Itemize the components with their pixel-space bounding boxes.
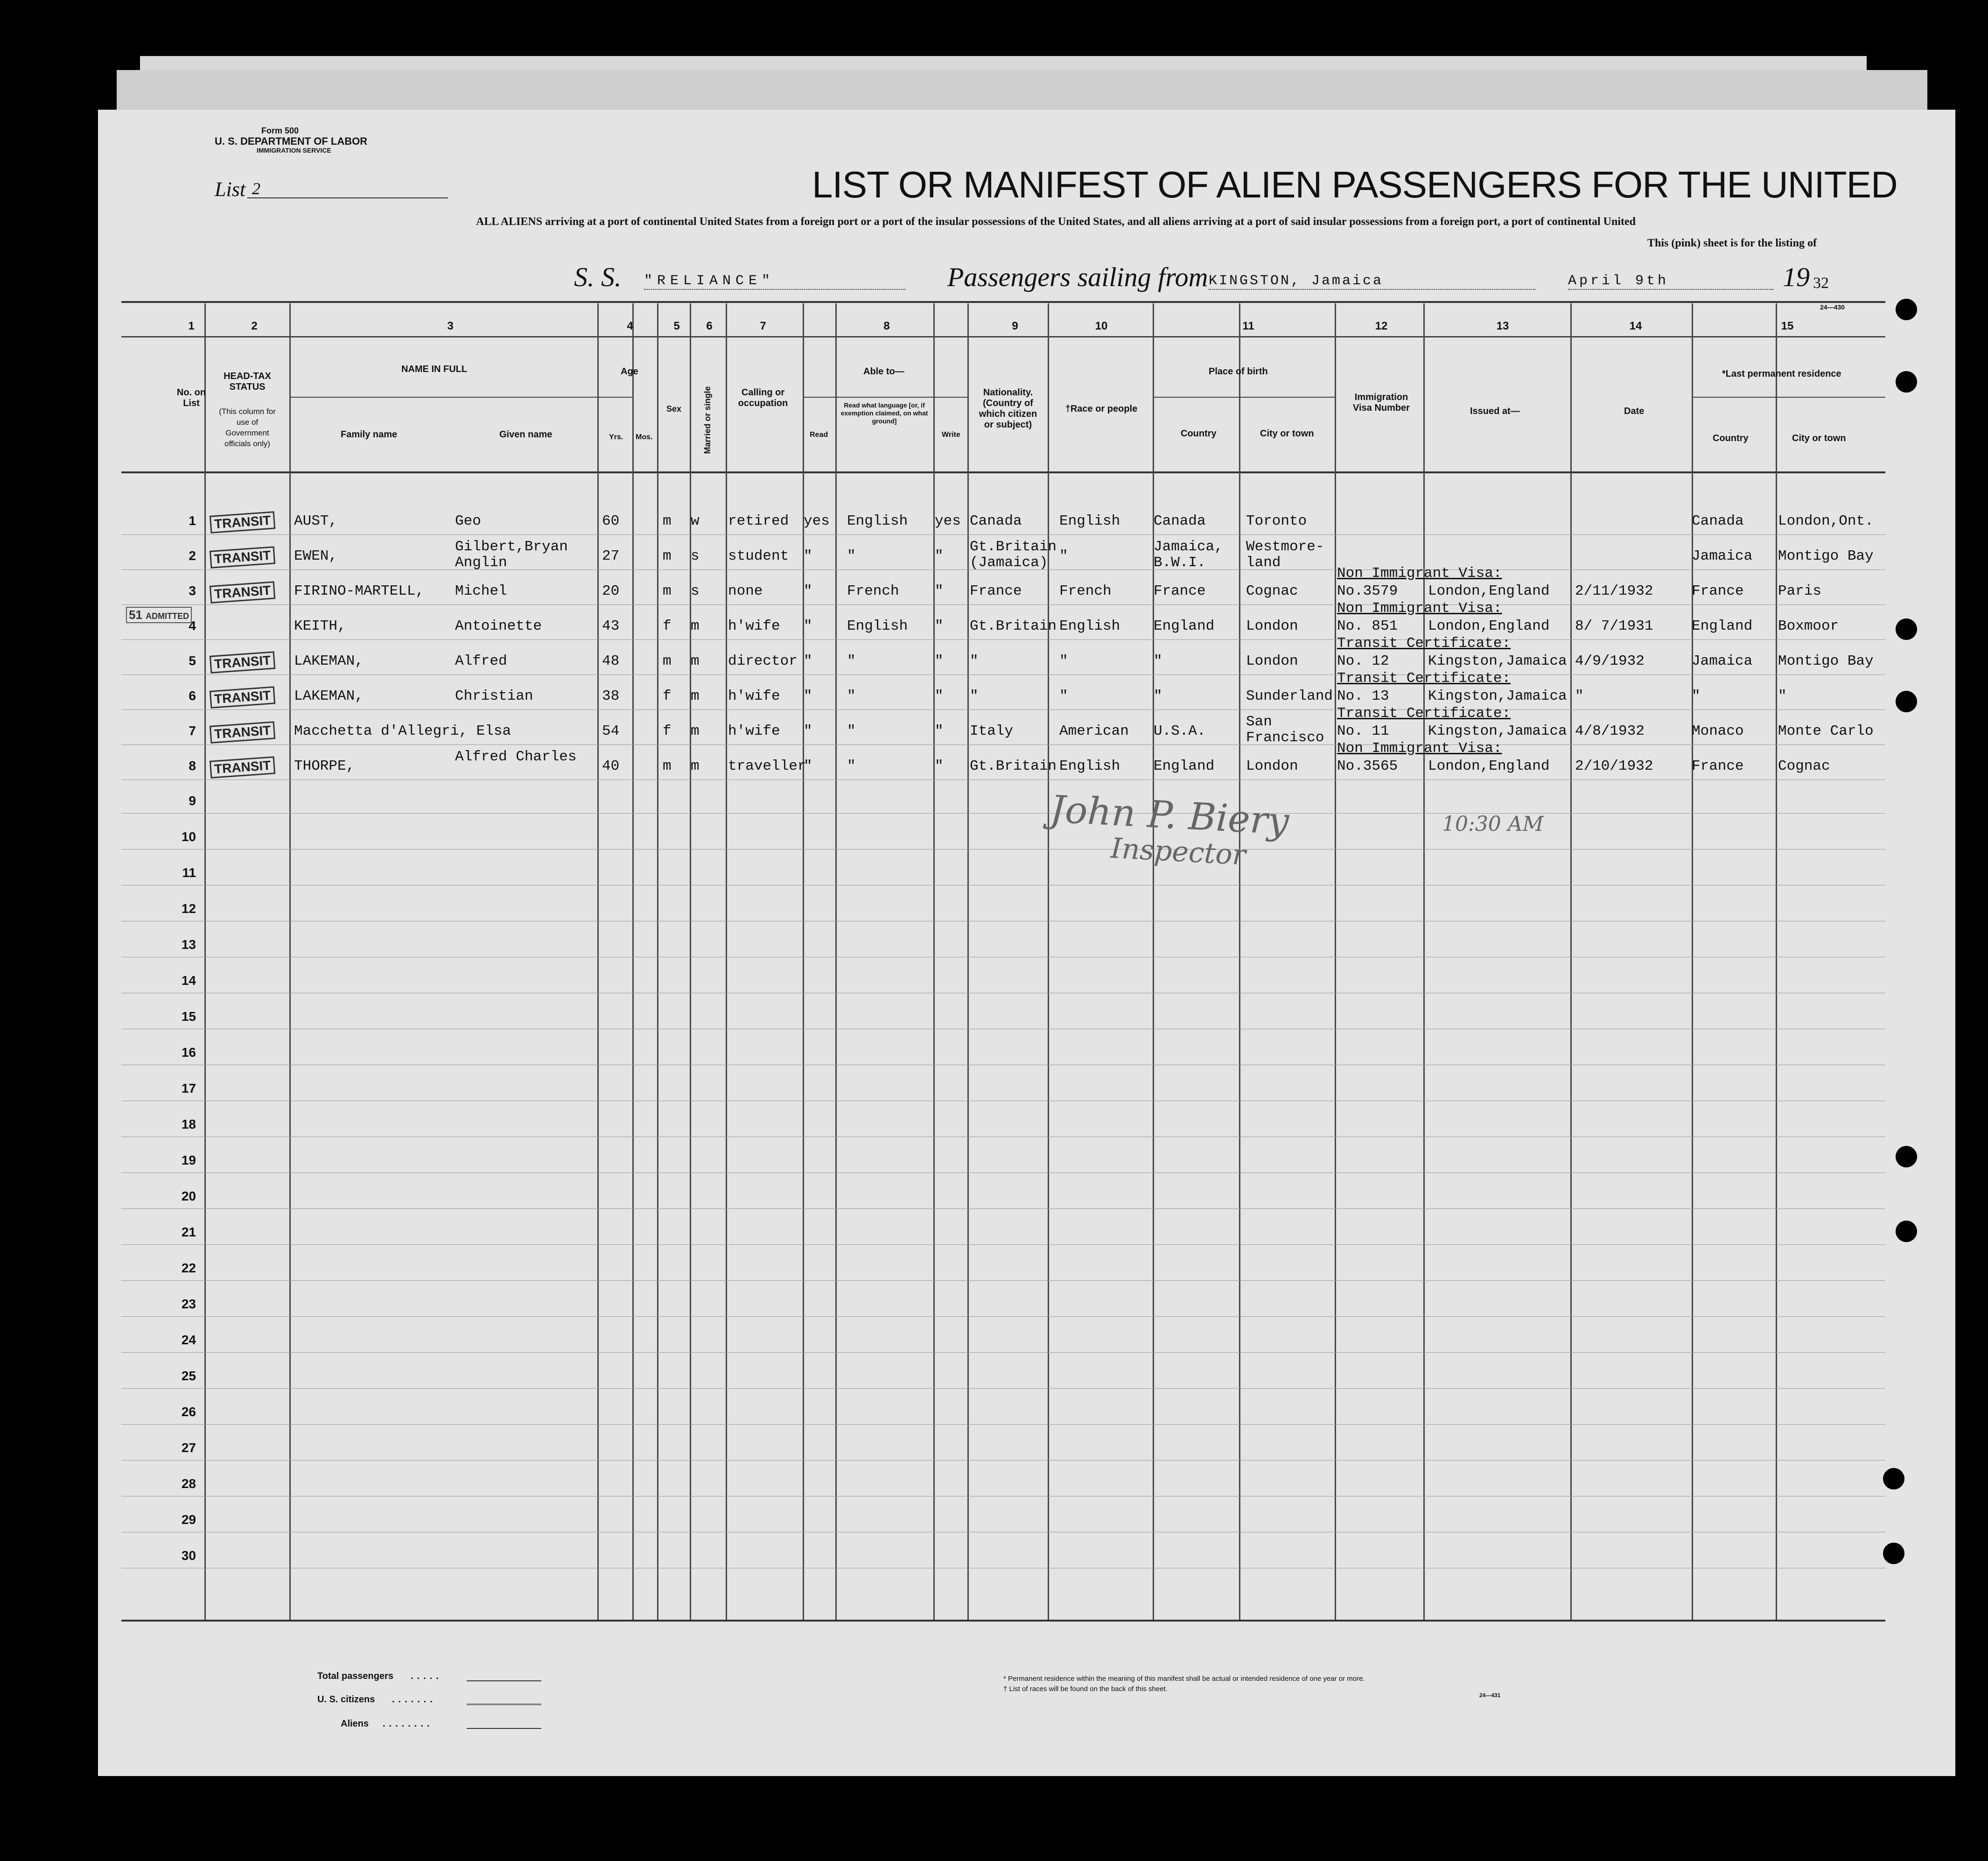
form-number: Form 500 bbox=[261, 126, 299, 135]
row-sex: f bbox=[663, 723, 672, 739]
header-issued-at: Issued at— bbox=[1470, 406, 1520, 416]
row-read-language: " bbox=[847, 548, 856, 564]
footnote-residence: * Permanent residence within the meaning of this manifest shall be actual or intended residence of one year or more. bbox=[1003, 1675, 1365, 1683]
col-num-3: 3 bbox=[447, 320, 454, 332]
col-num-12: 12 bbox=[1375, 320, 1388, 332]
row-number: 15 bbox=[181, 1009, 196, 1024]
row-rule bbox=[121, 569, 1885, 570]
row-race: " bbox=[1059, 653, 1068, 669]
row-head-tax-stamp: TRANSIT bbox=[210, 686, 276, 709]
row-residence-country: Jamaica bbox=[1692, 653, 1753, 669]
row-number: 27 bbox=[181, 1440, 196, 1455]
manifest-sheet bbox=[98, 110, 1955, 1776]
row-can-read: " bbox=[804, 758, 812, 774]
table-top-rule bbox=[121, 301, 1885, 303]
row-age-years: 27 bbox=[602, 548, 620, 564]
row-read-language: " bbox=[847, 723, 856, 739]
row-number: 5 bbox=[189, 653, 196, 668]
row-given-name: Michel bbox=[455, 583, 507, 599]
row-can-read: " bbox=[804, 583, 812, 599]
row-rule bbox=[121, 534, 1885, 535]
row-calling: h'wife bbox=[728, 618, 780, 634]
row-sex: m bbox=[663, 513, 672, 529]
header-married: Married or single bbox=[703, 386, 712, 454]
row-birth-city: Cognac bbox=[1246, 583, 1298, 599]
row-age-years: 54 bbox=[602, 723, 620, 739]
row-family-name: FIRINO-MARTELL, bbox=[294, 583, 425, 599]
row-visa-number: No. 13 bbox=[1337, 688, 1389, 704]
row-issued-at: Kingston,Jamaica bbox=[1428, 688, 1567, 704]
margin-note bbox=[126, 607, 192, 623]
list-number-field bbox=[247, 179, 448, 198]
row-read-language: " bbox=[847, 758, 856, 774]
row-rule bbox=[121, 709, 1885, 710]
row-rule bbox=[121, 1316, 1885, 1317]
row-can-read: " bbox=[804, 548, 812, 564]
row-number: 3 bbox=[189, 583, 196, 598]
departure-port: KINGSTON, Jamaica bbox=[1209, 273, 1535, 290]
row-family-name: KEITH, bbox=[294, 618, 346, 634]
row-number: 30 bbox=[181, 1548, 196, 1563]
column-number-rule bbox=[121, 336, 1885, 337]
row-nationality: Gt.Britain (Jamaica) bbox=[970, 539, 1057, 571]
header-able-to: Able to— bbox=[863, 366, 904, 377]
row-issued-at: London,England bbox=[1428, 758, 1550, 774]
row-birth-city: San Francisco bbox=[1246, 714, 1324, 746]
row-residence-city: Paris bbox=[1778, 583, 1822, 599]
row-visa-type: Transit Certificate: bbox=[1337, 670, 1511, 687]
us-citizens-field bbox=[467, 1704, 541, 1705]
row-head-tax-stamp: TRANSIT bbox=[210, 546, 276, 569]
header-res-country: Country bbox=[1713, 433, 1749, 443]
row-birth-city: Sunderland bbox=[1246, 688, 1333, 704]
row-residence-country: " bbox=[1692, 688, 1701, 704]
row-can-write: " bbox=[935, 548, 944, 564]
row-birth-city: London bbox=[1246, 758, 1298, 774]
col-num-8: 8 bbox=[883, 320, 890, 332]
col-num-7: 7 bbox=[760, 320, 766, 332]
row-head-tax-stamp: TRANSIT bbox=[210, 511, 276, 534]
footnote-races: † List of races will be found on the back of this sheet. bbox=[1003, 1685, 1168, 1693]
header-nationality: Nationality. (Country of which citizen or subject) bbox=[979, 387, 1037, 430]
row-number: 22 bbox=[181, 1261, 196, 1275]
punch-hole bbox=[1896, 299, 1917, 320]
header-no-on-list: No. on List bbox=[176, 387, 206, 408]
row-age-years: 60 bbox=[602, 513, 620, 529]
row-nationality: Gt.Britain bbox=[970, 758, 1057, 774]
row-age-years: 48 bbox=[602, 653, 620, 669]
row-number: 21 bbox=[181, 1225, 196, 1239]
punch-hole bbox=[1896, 371, 1917, 393]
row-number: 12 bbox=[181, 901, 196, 916]
row-nationality: " bbox=[970, 688, 979, 704]
row-issued-at: London,England bbox=[1428, 618, 1550, 634]
row-given-name: Geo bbox=[455, 513, 481, 529]
row-birth-country: France bbox=[1154, 583, 1206, 599]
header-res-city: City or town bbox=[1792, 433, 1846, 443]
row-can-write: " bbox=[935, 653, 944, 669]
row-head-tax-stamp: TRANSIT bbox=[210, 581, 276, 604]
row-residence-city: Montigo Bay bbox=[1778, 653, 1874, 669]
row-head-tax-stamp: TRANSIT bbox=[210, 651, 276, 674]
row-calling: director bbox=[728, 653, 798, 669]
header-age: Age bbox=[621, 366, 638, 377]
row-age-years: 43 bbox=[602, 618, 620, 634]
row-given-name: Alfred Charles bbox=[455, 749, 577, 765]
row-visa-type: Transit Certificate: bbox=[1337, 635, 1511, 652]
subtitle-line-2: This (pink) sheet is for the listing of bbox=[1647, 237, 1817, 249]
col-num-1: 1 bbox=[188, 320, 195, 332]
row-can-write: " bbox=[935, 618, 944, 634]
row-can-read: " bbox=[804, 723, 812, 739]
row-head-tax-stamp: TRANSIT bbox=[210, 721, 276, 744]
row-family-name: LAKEMAN, bbox=[294, 653, 364, 669]
header-sex: Sex bbox=[666, 404, 682, 414]
row-race: " bbox=[1059, 548, 1068, 564]
punch-hole bbox=[1896, 618, 1917, 640]
subtitle-line-1: ALL ALIENS arriving at a port of continental United States from a foreign port or a port of the insular possessions of the United States, and all aliens arriving at a port of said insular possessions from a foreign port, a port of continental United bbox=[476, 216, 1636, 228]
punch-hole bbox=[1896, 1146, 1917, 1167]
row-calling: retired bbox=[728, 513, 789, 529]
row-head-tax-stamp: TRANSIT bbox=[210, 756, 276, 779]
header-pob-country: Country bbox=[1181, 428, 1217, 439]
row-can-read: " bbox=[804, 653, 812, 669]
year-suffix: 32 bbox=[1813, 274, 1829, 292]
row-family-name: Macchetta d'Allegri, Elsa bbox=[294, 723, 511, 739]
row-birth-country: England bbox=[1154, 618, 1215, 634]
row-rule bbox=[121, 744, 1885, 745]
header-write: Write bbox=[942, 431, 960, 439]
header-read-language: Read what language [or, if exemption claimed, on what ground] bbox=[840, 401, 928, 425]
row-read-language: " bbox=[847, 688, 856, 704]
row-number: 6 bbox=[189, 688, 196, 703]
row-given-name: Antoinette bbox=[455, 618, 542, 634]
row-visa-date: 2/11/1932 bbox=[1575, 583, 1653, 599]
departure-date: April 9th bbox=[1568, 273, 1773, 290]
row-number: 14 bbox=[181, 973, 196, 988]
row-birth-country: England bbox=[1154, 758, 1215, 774]
row-birth-country: Canada bbox=[1154, 513, 1206, 529]
row-number: 18 bbox=[181, 1117, 196, 1131]
row-number: 1 bbox=[189, 513, 196, 528]
row-visa-date: 8/ 7/1931 bbox=[1575, 618, 1653, 634]
row-rule bbox=[121, 604, 1885, 605]
row-birth-city: Westmore- land bbox=[1246, 539, 1324, 571]
ss-label: S. S. bbox=[574, 262, 622, 292]
col-num-5: 5 bbox=[673, 320, 680, 332]
row-nationality: " bbox=[970, 653, 979, 669]
row-given-name: Gilbert,Bryan Anglin bbox=[455, 539, 568, 571]
inspector-signature: John P. Biery bbox=[1049, 787, 1290, 843]
row-sex: m bbox=[663, 548, 672, 564]
row-rule bbox=[121, 849, 1885, 850]
row-can-write: " bbox=[935, 723, 944, 739]
row-number: 7 bbox=[189, 723, 196, 738]
row-number: 17 bbox=[181, 1081, 196, 1096]
row-residence-city: " bbox=[1778, 688, 1787, 704]
row-sex: f bbox=[663, 688, 672, 704]
header-head-tax: HEAD-TAX STATUS bbox=[224, 371, 271, 392]
row-read-language: English bbox=[847, 513, 908, 529]
row-residence-country: France bbox=[1692, 758, 1744, 774]
row-residence-city: London,Ont. bbox=[1778, 513, 1874, 529]
row-nationality: Canada bbox=[970, 513, 1022, 529]
row-residence-country: England bbox=[1692, 618, 1753, 634]
row-can-read: " bbox=[804, 618, 812, 634]
header-family-name: Family name bbox=[341, 429, 398, 440]
row-family-name: LAKEMAN, bbox=[294, 688, 364, 704]
row-race: English bbox=[1059, 618, 1120, 634]
row-family-name: THORPE, bbox=[294, 758, 355, 774]
row-visa-type: Non Immigrant Visa: bbox=[1337, 565, 1502, 582]
row-can-write: " bbox=[935, 688, 944, 704]
corner-form-code: 24—430 bbox=[1820, 303, 1845, 311]
header-given-name: Given name bbox=[499, 429, 553, 440]
header-pob-city: City or town bbox=[1260, 428, 1314, 439]
row-race: " bbox=[1059, 688, 1068, 704]
list-label: List bbox=[215, 178, 246, 201]
row-visa-type: Non Immigrant Visa: bbox=[1337, 740, 1502, 757]
col-num-14: 14 bbox=[1629, 320, 1642, 332]
row-rule bbox=[121, 639, 1885, 640]
row-can-read: yes bbox=[804, 513, 830, 529]
row-nationality: France bbox=[970, 583, 1022, 599]
header-last-residence: *Last permanent residence bbox=[1722, 369, 1841, 379]
row-number: 8 bbox=[189, 758, 196, 773]
row-number: 24 bbox=[181, 1333, 196, 1347]
row-residence-country: Jamaica bbox=[1692, 548, 1753, 564]
row-birth-country: " bbox=[1154, 688, 1162, 704]
row-marital-status: m bbox=[691, 688, 700, 704]
row-rule bbox=[121, 1280, 1885, 1281]
row-number: 26 bbox=[181, 1405, 196, 1419]
header-name-in-full: NAME IN FULL bbox=[401, 364, 468, 374]
row-marital-status: m bbox=[691, 758, 700, 774]
row-age-years: 40 bbox=[602, 758, 620, 774]
page-title: LIST OR MANIFEST OF ALIEN PASSENGERS FOR THE UNITED bbox=[812, 164, 1897, 205]
header-visa-number: Immigration Visa Number bbox=[1353, 392, 1410, 413]
row-number: 11 bbox=[182, 865, 196, 880]
punch-hole bbox=[1883, 1468, 1904, 1489]
col-num-15: 15 bbox=[1781, 320, 1794, 332]
row-given-name: Christian bbox=[455, 688, 533, 704]
col-num-11: 11 bbox=[1242, 320, 1254, 332]
row-read-language: " bbox=[847, 653, 856, 669]
row-calling: student bbox=[728, 548, 789, 564]
ship-name: "RELIANCE" bbox=[644, 273, 905, 290]
row-can-write: yes bbox=[935, 513, 961, 529]
punch-hole bbox=[1883, 1543, 1904, 1564]
row-number: 4 bbox=[189, 618, 196, 633]
row-rule bbox=[121, 1388, 1885, 1389]
row-number: 20 bbox=[181, 1189, 196, 1203]
row-race: French bbox=[1059, 583, 1112, 599]
row-race: English bbox=[1059, 513, 1120, 529]
row-calling: traveller bbox=[728, 758, 806, 774]
year-prefix: 19 bbox=[1783, 262, 1810, 292]
row-visa-type: Transit Certificate: bbox=[1337, 705, 1511, 722]
row-rule bbox=[121, 1424, 1885, 1425]
col-num-6: 6 bbox=[706, 320, 713, 332]
row-age-years: 20 bbox=[602, 583, 620, 599]
row-residence-country: Canada bbox=[1692, 513, 1744, 529]
row-calling: h'wife bbox=[728, 688, 780, 704]
col-num-4: 4 bbox=[627, 320, 633, 332]
row-number: 25 bbox=[181, 1369, 196, 1383]
row-marital-status: m bbox=[691, 653, 700, 669]
row-sex: f bbox=[663, 618, 672, 634]
header-read: Read bbox=[810, 431, 828, 439]
row-number: 28 bbox=[181, 1476, 196, 1491]
row-residence-city: Boxmoor bbox=[1778, 618, 1839, 634]
row-residence-city: Montigo Bay bbox=[1778, 548, 1874, 564]
list-number: 2 bbox=[252, 179, 260, 198]
row-race: English bbox=[1059, 758, 1120, 774]
row-birth-city: London bbox=[1246, 653, 1298, 669]
total-passengers-label: Total passengers bbox=[317, 1671, 394, 1681]
row-issued-at: Kingston,Jamaica bbox=[1428, 723, 1567, 739]
department-name: U. S. DEPARTMENT OF LABOR bbox=[215, 135, 368, 147]
row-family-name: AUST, bbox=[294, 513, 338, 529]
sailing-from-label: Passengers sailing from bbox=[947, 262, 1208, 292]
row-sex: m bbox=[663, 583, 672, 599]
row-rule bbox=[121, 674, 1885, 675]
admission-time: 10:30 AM bbox=[1442, 812, 1544, 836]
header-yrs: Yrs. bbox=[609, 433, 623, 441]
row-birth-country: Jamaica, B.W.I. bbox=[1154, 539, 1223, 571]
row-issued-at: London,England bbox=[1428, 583, 1550, 599]
row-visa-number: No. 11 bbox=[1337, 723, 1389, 739]
row-can-write: " bbox=[935, 583, 944, 599]
margin-admitted: ADMITTED bbox=[146, 611, 189, 621]
header-race: †Race or people bbox=[1065, 404, 1138, 414]
row-birth-city: London bbox=[1246, 618, 1298, 634]
aliens-field bbox=[467, 1728, 541, 1729]
row-number: 10 bbox=[181, 829, 196, 844]
row-rule bbox=[121, 1244, 1885, 1245]
header-date: Date bbox=[1624, 406, 1645, 416]
header-mos: Mos. bbox=[636, 433, 653, 441]
row-number: 16 bbox=[181, 1045, 196, 1060]
row-can-read: " bbox=[804, 688, 812, 704]
punch-hole bbox=[1896, 691, 1917, 712]
row-visa-date: 4/9/1932 bbox=[1575, 653, 1645, 669]
row-rule bbox=[121, 813, 1885, 814]
row-visa-number: No.3579 bbox=[1337, 583, 1398, 599]
row-race: American bbox=[1059, 723, 1129, 739]
row-marital-status: s bbox=[691, 583, 700, 599]
col-num-10: 10 bbox=[1095, 320, 1108, 332]
aliens-label: Aliens bbox=[341, 1719, 369, 1729]
row-family-name: EWEN, bbox=[294, 548, 338, 564]
row-residence-city: Cognac bbox=[1778, 758, 1830, 774]
row-read-language: English bbox=[847, 618, 908, 634]
row-marital-status: s bbox=[691, 548, 700, 564]
row-rule bbox=[121, 1460, 1885, 1461]
row-birth-city: Toronto bbox=[1246, 513, 1307, 529]
row-rule bbox=[121, 1352, 1885, 1353]
row-visa-type: Non Immigrant Visa: bbox=[1337, 600, 1502, 617]
row-birth-country: U.S.A. bbox=[1154, 723, 1206, 739]
row-marital-status: m bbox=[691, 618, 700, 634]
row-nationality: Italy bbox=[970, 723, 1014, 739]
row-birth-country: " bbox=[1154, 653, 1162, 669]
row-visa-number: No. 851 bbox=[1337, 618, 1398, 634]
row-visa-date: 2/10/1932 bbox=[1575, 758, 1653, 774]
header-calling: Calling or occupation bbox=[738, 387, 788, 408]
col-num-9: 9 bbox=[1012, 320, 1018, 332]
col-num-2: 2 bbox=[251, 320, 258, 332]
row-nationality: Gt.Britain bbox=[970, 618, 1057, 634]
table-bottom-rule bbox=[121, 1620, 1885, 1622]
row-age-years: 38 bbox=[602, 688, 620, 704]
row-read-language: French bbox=[847, 583, 899, 599]
row-visa-number: No.3565 bbox=[1337, 758, 1398, 774]
header-bottom-rule bbox=[121, 471, 1885, 473]
row-sex: m bbox=[663, 653, 672, 669]
col-num-13: 13 bbox=[1496, 320, 1509, 332]
us-citizens-label: U. S. citizens bbox=[317, 1694, 375, 1705]
row-can-write: " bbox=[935, 758, 944, 774]
row-rule bbox=[121, 1208, 1885, 1209]
row-number: 9 bbox=[189, 794, 196, 808]
row-given-name: Alfred bbox=[455, 653, 507, 669]
margin-number: 51 bbox=[129, 608, 142, 622]
row-marital-status: w bbox=[691, 513, 700, 529]
row-number: 13 bbox=[181, 937, 196, 952]
punch-hole bbox=[1896, 1221, 1917, 1242]
row-visa-date: 4/8/1932 bbox=[1575, 723, 1645, 739]
total-passengers-field bbox=[467, 1680, 541, 1681]
row-visa-date: " bbox=[1575, 688, 1584, 704]
row-residence-city: Monte Carlo bbox=[1778, 723, 1874, 739]
service-name: IMMIGRATION SERVICE bbox=[257, 147, 331, 154]
row-number: 2 bbox=[189, 548, 196, 563]
row-residence-country: France bbox=[1692, 583, 1744, 599]
row-sex: m bbox=[663, 758, 672, 774]
footer-form-code: 24—431 bbox=[1479, 1692, 1501, 1699]
row-visa-number: No. 12 bbox=[1337, 653, 1389, 669]
row-calling: none bbox=[728, 583, 763, 599]
row-number: 23 bbox=[181, 1297, 196, 1311]
header-head-tax-note: (This column for use of Government officials only) bbox=[219, 407, 276, 448]
row-calling: h'wife bbox=[728, 723, 780, 739]
row-residence-country: Monaco bbox=[1692, 723, 1744, 739]
header-place-of-birth: Place of birth bbox=[1209, 366, 1268, 377]
inspector-title: Inspector bbox=[1110, 832, 1247, 872]
row-number: 19 bbox=[181, 1153, 196, 1167]
row-marital-status: m bbox=[691, 723, 700, 739]
row-issued-at: Kingston,Jamaica bbox=[1428, 653, 1567, 669]
row-number: 29 bbox=[181, 1512, 196, 1527]
